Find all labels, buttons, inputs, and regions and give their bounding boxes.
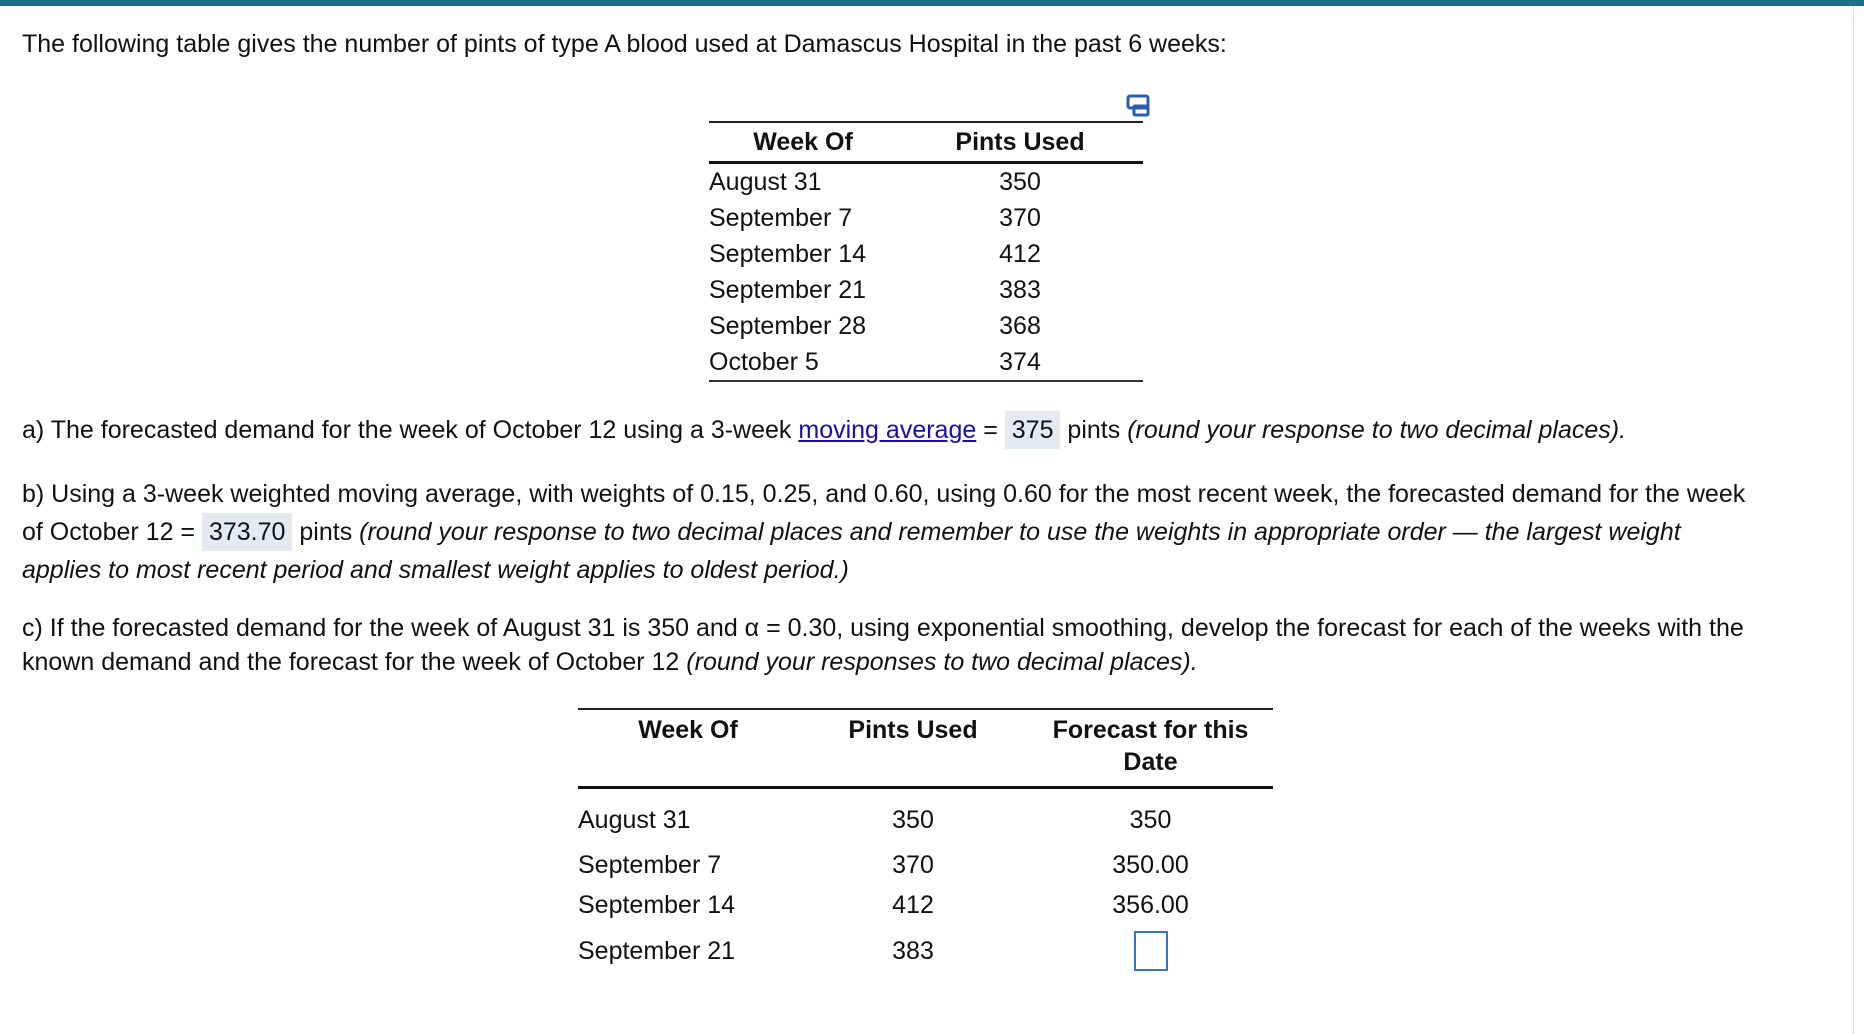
table-row — [709, 200, 1143, 236]
forecast-cell: 356.00 — [1112, 890, 1189, 919]
week-cell: September 28 — [709, 311, 867, 340]
forecast-cell — [1028, 925, 1273, 977]
pints-cell: 368 — [999, 311, 1041, 340]
column-header-pints: Pints Used — [848, 716, 978, 744]
table-row — [578, 885, 1273, 925]
part-a-question — [22, 411, 1626, 449]
week-cell: September 21 — [578, 936, 736, 965]
part-a-unit: pints — [1060, 416, 1128, 444]
table-row — [578, 925, 1273, 977]
part-a-equals: = — [976, 416, 1005, 444]
week-cell: September 14 — [709, 239, 867, 268]
column-header-week: Week Of — [753, 127, 853, 156]
pints-cell: 412 — [892, 890, 934, 919]
part-b-unit: pints — [292, 518, 360, 546]
part-b-answer-field[interactable]: 373.70 — [202, 513, 292, 551]
forecast-header-line2: Date — [1123, 748, 1178, 776]
exponential-smoothing-table — [578, 708, 1273, 977]
pints-cell: 412 — [999, 239, 1041, 268]
pints-cell: 350 — [892, 805, 934, 834]
week-cell: August 31 — [578, 805, 691, 834]
week-cell: September 21 — [709, 275, 867, 304]
pints-cell: 383 — [999, 275, 1041, 304]
column-header-forecast — [1028, 709, 1273, 788]
pints-cell: 350 — [999, 167, 1041, 196]
week-cell: August 31 — [709, 167, 822, 196]
part-a-prefix: a) The forecasted demand for the week of October 12 using a 3-week — [22, 416, 799, 444]
week-cell: September 7 — [709, 203, 853, 232]
part-c-line2 — [22, 645, 1744, 679]
forecast-header-line1: Forecast for this — [1052, 716, 1249, 744]
week-cell: October 5 — [709, 347, 819, 376]
table-row — [709, 236, 1143, 272]
pints-cell: 383 — [892, 936, 934, 965]
part-b-line2 — [22, 513, 1745, 551]
week-cell: September 14 — [578, 890, 736, 919]
table-header-row — [578, 709, 1273, 788]
part-a-answer-field[interactable]: 375 — [1005, 411, 1061, 449]
pints-cell: 370 — [892, 850, 934, 879]
table-row — [709, 272, 1143, 308]
copy-to-clipboard-icon[interactable] — [1126, 94, 1154, 118]
pints-cell: 370 — [999, 203, 1041, 232]
table-row — [578, 788, 1273, 846]
problem-intro: The following table gives the number of pints of type A blood used at Damascus Hospital in the past 6 weeks: — [22, 30, 1227, 58]
forecast-input-september-21[interactable] — [1134, 931, 1168, 971]
part-b-line3: applies to most recent period and smallest weight applies to oldest period.) — [22, 556, 849, 584]
scrollbar-edge — [1853, 6, 1854, 1034]
table-row — [578, 845, 1273, 885]
part-c-note: (round your responses to two decimal places). — [686, 648, 1198, 676]
part-a-note: (round your response to two decimal places). — [1127, 416, 1627, 444]
pints-cell: 374 — [999, 347, 1041, 376]
blood-usage-table — [709, 121, 1143, 382]
column-header-week: Week Of — [638, 716, 738, 744]
week-cell: September 7 — [578, 850, 722, 879]
forecast-cell: 350 — [1129, 805, 1172, 834]
part-b-note: (round your response to two decimal places and remember to use the weights in appropriate order — the largest weight — [359, 518, 1681, 546]
table-row — [709, 344, 1143, 381]
part-c-question — [22, 611, 1744, 679]
part-c-line1: c) If the forecasted demand for the week of August 31 is 350 and α = 0.30, using exponential smoothing, develop the forecast for each of the weeks with the — [22, 614, 1744, 642]
part-b-question — [22, 475, 1745, 589]
column-header-pints: Pints Used — [955, 127, 1085, 156]
forecast-cell: 350.00 — [1112, 850, 1189, 879]
part-b-prefix: of October 12 = — [22, 518, 202, 546]
moving-average-link[interactable]: moving average — [798, 416, 977, 444]
top-accent-bar — [0, 0, 1864, 6]
part-b-line1: b) Using a 3-week weighted moving average, with weights of 0.15, 0.25, and 0.60, using 0.60 for the most recent week, the forecasted demand for the week — [22, 480, 1746, 508]
table-row — [709, 163, 1143, 201]
table-header-row — [709, 122, 1143, 163]
part-c-prefix: known demand and the forecast for the week of October 12 — [22, 648, 687, 676]
table-row — [709, 308, 1143, 344]
